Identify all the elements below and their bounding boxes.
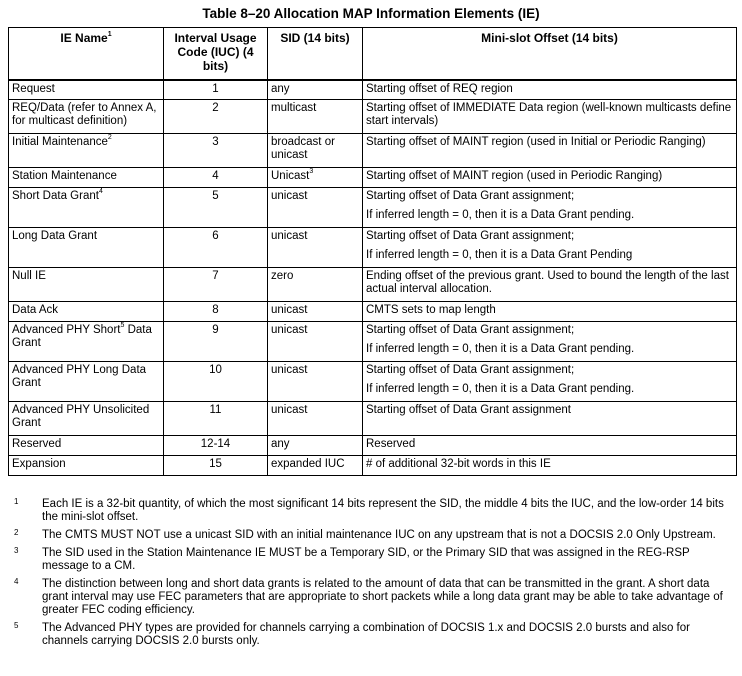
table-row [9, 302, 737, 322]
footnote-ref: 4 [98, 188, 103, 196]
ie-name-text: Data Ack [12, 304, 59, 316]
cell-iuc: 10 [164, 362, 268, 402]
ie-name-text: Station Maintenance [12, 170, 117, 182]
sid-text: unicast [271, 364, 308, 376]
footnote-text: The Advanced PHY types are provided for channels carrying a combination of DOCSIS 1.x and DOCSIS 2.0 bursts and also for channels carrying DOCSIS 2.0 bursts only. [42, 622, 690, 647]
footnote [14, 622, 730, 648]
footnote-mark: 2 [14, 528, 19, 537]
offset-text: Starting offset of MAINT region (used in Initial or Periodic Ranging) [366, 136, 706, 148]
sid-text: any [271, 438, 290, 450]
sid-text: unicast [271, 324, 308, 336]
table-row [9, 168, 737, 188]
cell-offset [363, 134, 737, 168]
footnote [14, 529, 730, 542]
table-row [9, 228, 737, 268]
cell-sid [268, 134, 363, 168]
sid-text: unicast [271, 190, 308, 202]
table-row [9, 436, 737, 456]
offset-text: CMTS sets to map length [366, 304, 496, 316]
offset-text: Starting offset of Data Grant assignment [366, 404, 571, 416]
footnote-ref: 2 [107, 134, 112, 142]
table-row [9, 80, 737, 100]
footnote-text: Each IE is a 32-bit quantity, of which the most significant 14 bits represent the SID, the middle 4 bits the IUC, and the low-order 14 bits the mini-slot offset. [42, 498, 724, 523]
cell-iuc: 6 [164, 228, 268, 268]
cell-sid [268, 402, 363, 436]
footnote-mark: 4 [14, 577, 19, 586]
cell-offset [363, 80, 737, 100]
footnote [14, 578, 730, 617]
cell-iuc: 4 [164, 168, 268, 188]
offset-text-line2: If inferred length = 0, then it is a Data Grant pending. [366, 343, 635, 355]
cell-iuc: 9 [164, 322, 268, 362]
cell-sid [268, 80, 363, 100]
sid-text: broadcast or unicast [271, 136, 335, 161]
footnote-mark: 5 [14, 621, 19, 630]
offset-text: Starting offset of Data Grant assignment; [366, 364, 575, 376]
footnote-ref: 5 [120, 322, 125, 330]
cell-iuc: 2 [164, 100, 268, 134]
cell-sid [268, 456, 363, 476]
ie-name-text: Short Data Grant [12, 190, 99, 202]
offset-text: Reserved [366, 438, 416, 450]
cell-ie-name [9, 302, 164, 322]
ie-name-text: Advanced PHY Long Data Grant [12, 364, 147, 389]
cell-offset [363, 188, 737, 228]
table-row [9, 100, 737, 134]
cell-sid [268, 168, 363, 188]
table-row [9, 402, 737, 436]
table-row [9, 134, 737, 168]
ie-table [8, 27, 737, 476]
cell-ie-name [9, 188, 164, 228]
cell-sid [268, 436, 363, 456]
offset-text: Starting offset of MAINT region (used in Periodic Ranging) [366, 170, 663, 182]
header-sid: SID (14 bits) [268, 28, 363, 80]
cell-ie-name [9, 456, 164, 476]
cell-sid [268, 100, 363, 134]
cell-offset [363, 228, 737, 268]
offset-text: Starting offset of Data Grant assignment; [366, 324, 575, 336]
offset-text-line2: If inferred length = 0, then it is a Data Grant Pending [366, 249, 633, 261]
cell-iuc: 11 [164, 402, 268, 436]
cell-sid [268, 188, 363, 228]
footnote [14, 547, 730, 573]
sid-text: unicast [271, 304, 308, 316]
footnote-ref: 3 [309, 168, 314, 176]
table-caption: Table 8–20 Allocation MAP Information Elements (IE) [202, 6, 540, 21]
cell-sid [268, 302, 363, 322]
cell-offset [363, 168, 737, 188]
footnote-text: The distinction between long and short data grants is related to the amount of data that can be transmitted in the grant. A short data grant interval may use FEC parameters that are appropriate to short packets while a long data grant may be able to take advantage of greater FEC coding efficiency. [42, 578, 723, 616]
cell-sid [268, 228, 363, 268]
footnote-ref: 1 [107, 31, 112, 38]
ie-name-text: Advanced PHY Unsolicited Grant [12, 404, 150, 429]
cell-offset [363, 456, 737, 476]
header-iuc: Interval Usage Code (IUC) (4 bits) [164, 28, 268, 80]
cell-sid [268, 362, 363, 402]
cell-offset [363, 362, 737, 402]
cell-ie-name [9, 436, 164, 456]
sid-text: unicast [271, 404, 308, 416]
cell-ie-name [9, 322, 164, 362]
offset-text: Starting offset of IMMEDIATE Data region (well-known multicasts define start intervals) [366, 102, 732, 127]
offset-text-line2: If inferred length = 0, then it is a Data Grant pending. [366, 209, 635, 221]
offset-text: Starting offset of REQ region [366, 82, 513, 95]
cell-iuc: 3 [164, 134, 268, 168]
cell-ie-name [9, 100, 164, 134]
table-row [9, 362, 737, 402]
footnote-mark: 3 [14, 546, 19, 555]
offset-text: # of additional 32-bit words in this IE [366, 458, 551, 470]
cell-sid [268, 268, 363, 302]
offset-text-line2: If inferred length = 0, then it is a Data Grant pending. [366, 383, 635, 395]
footnote [14, 498, 730, 524]
sid-text: Unicast [271, 170, 310, 182]
ie-name-text-cont: Data Grant [12, 324, 152, 349]
offset-text: Ending offset of the previous grant. Used to bound the length of the last actual interval allocation. [366, 270, 729, 295]
offset-text: Starting offset of Data Grant assignment; [366, 230, 575, 242]
table-row [9, 268, 737, 302]
cell-ie-name [9, 134, 164, 168]
cell-offset [363, 402, 737, 436]
footnotes [14, 498, 730, 653]
footnote-mark: 1 [14, 497, 19, 506]
cell-sid [268, 322, 363, 362]
footnote-text: The SID used in the Station Maintenance IE MUST be a Temporary SID, or the Primary SID that was assigned in the REG-RSP message to a CM. [42, 547, 690, 572]
footnote-text: The CMTS MUST NOT use a unicast SID with an initial maintenance IUC on any upstream that is not a DOCSIS 2.0 Only Upstream. [42, 529, 716, 541]
cell-offset [363, 100, 737, 134]
sid-text: zero [271, 270, 294, 282]
cell-iuc: 1 [164, 80, 268, 100]
ie-name-text: Null IE [12, 270, 46, 282]
ie-name-text: Advanced PHY Short [12, 324, 121, 336]
header-offset: Mini-slot Offset (14 bits) [363, 28, 737, 80]
ie-name-text: Initial Maintenance [12, 136, 108, 148]
sid-text: unicast [271, 230, 308, 242]
cell-iuc: 7 [164, 268, 268, 302]
header-ie-name: IE Name$^1$ [9, 28, 164, 80]
cell-offset [363, 322, 737, 362]
cell-ie-name [9, 362, 164, 402]
cell-offset [363, 268, 737, 302]
table-row [9, 322, 737, 362]
ie-name-text: Expansion [12, 458, 66, 470]
cell-iuc: 12-14 [164, 436, 268, 456]
table-row [9, 456, 737, 476]
ie-name-text: Reserved [12, 438, 62, 450]
cell-offset [363, 436, 737, 456]
cell-ie-name [9, 168, 164, 188]
cell-ie-name [9, 228, 164, 268]
table-header-row [9, 28, 737, 80]
sid-text: any [271, 82, 290, 95]
ie-name-text: Long Data Grant [12, 230, 98, 242]
ie-name-text: REQ/Data (refer to Annex A, for multicast definition) [12, 102, 157, 127]
sid-text: expanded IUC [271, 458, 345, 470]
cell-iuc: 15 [164, 456, 268, 476]
sid-text: multicast [271, 102, 317, 114]
cell-ie-name [9, 402, 164, 436]
cell-ie-name [9, 268, 164, 302]
cell-iuc: 8 [164, 302, 268, 322]
cell-offset [363, 302, 737, 322]
offset-text: Starting offset of Data Grant assignment; [366, 190, 575, 202]
table-row [9, 188, 737, 228]
ie-name-text: Request [12, 82, 55, 95]
cell-ie-name [9, 80, 164, 100]
cell-iuc: 5 [164, 188, 268, 228]
